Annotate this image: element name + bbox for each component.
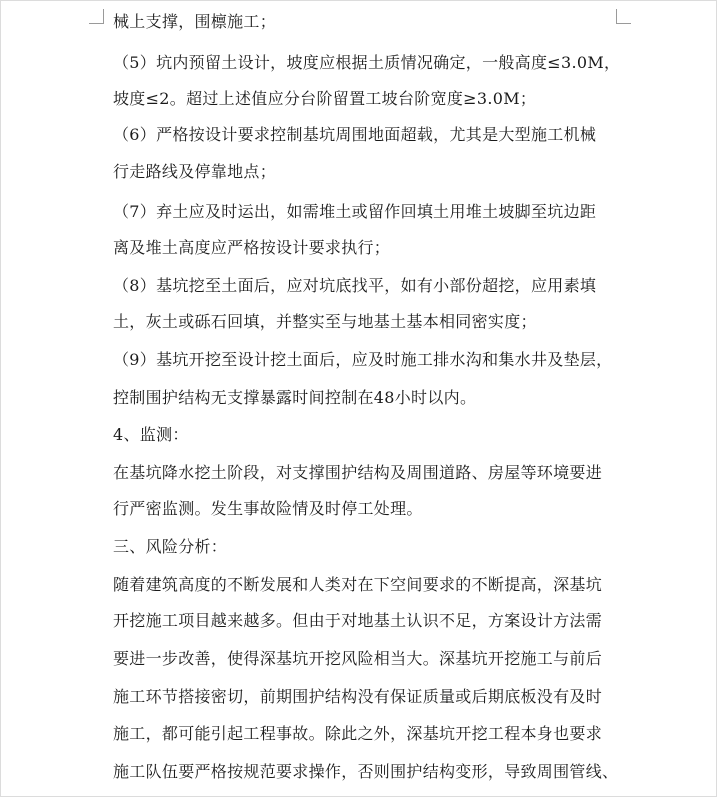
- text-line: （9）基坑开挖至设计挖土面后，应及时施工排水沟和集水井及垫层，: [113, 350, 613, 369]
- text-line: 坡度≤2。超过上述值应分台阶留置工坡台阶宽度≥3.0M；: [113, 89, 537, 108]
- text-line: 要进一步改善，使得深基坑开挖风险相当大。深基坑开挖施工与前后: [113, 649, 603, 668]
- section-heading: 三、风险分析：: [113, 537, 228, 556]
- text-line: 开挖施工项目越来越多。但由于对地基土认识不足，方案设计方法需: [113, 611, 603, 630]
- text-line: （6）严格按设计要求控制基坑周围地面超载，尤其是大型施工机械: [113, 125, 597, 144]
- margin-corner-top-left: [89, 9, 104, 24]
- text-line: 行严密监测。发生事故险情及时停工处理。: [113, 499, 423, 518]
- margin-corner-top-right: [616, 9, 631, 24]
- text-line: （8）基坑挖至土面后，应对坑底找平，如有小部份超挖，应用素填: [113, 276, 597, 295]
- text-line: （7）弃土应及时运出，如需堆土或留作回填土用堆土坡脚至坑边距: [113, 202, 597, 221]
- text-line: 施工环节搭接密切，前期围护结构没有保证质量或后期底板没有及时: [113, 687, 603, 706]
- text-line: （5）坑内预留土设计，坡度应根据土质情况确定，一般高度≤3.0M，: [113, 53, 621, 72]
- text-line: 在基坑降水挖土阶段，对支撑围护结构及周围道路、房屋等环境要进: [113, 463, 603, 482]
- text-line: 随着建筑高度的不断发展和人类对在下空间要求的不断提高，深基坑: [113, 575, 603, 594]
- text-line: 行走路线及停靠地点；: [113, 162, 277, 181]
- section-heading: 4、监测：: [113, 425, 189, 444]
- text-line: 施工，都可能引起工程事故。除此之外，深基坑开挖工程本身也要求: [113, 724, 603, 743]
- text-line: 控制围护结构无支撑暴露时间控制在48小时以内。: [113, 388, 477, 407]
- text-line: 施工队伍要严格按规范要求操作，否则围护结构变形，导致周围管线、: [113, 762, 619, 781]
- text-line: 械上支撑，围檩施工；: [113, 12, 277, 31]
- text-line: 土，灰土或砾石回填，并整实至与地基土基本相同密实度；: [113, 312, 537, 331]
- text-line: 离及堆土高度应严格按设计要求执行；: [113, 238, 391, 257]
